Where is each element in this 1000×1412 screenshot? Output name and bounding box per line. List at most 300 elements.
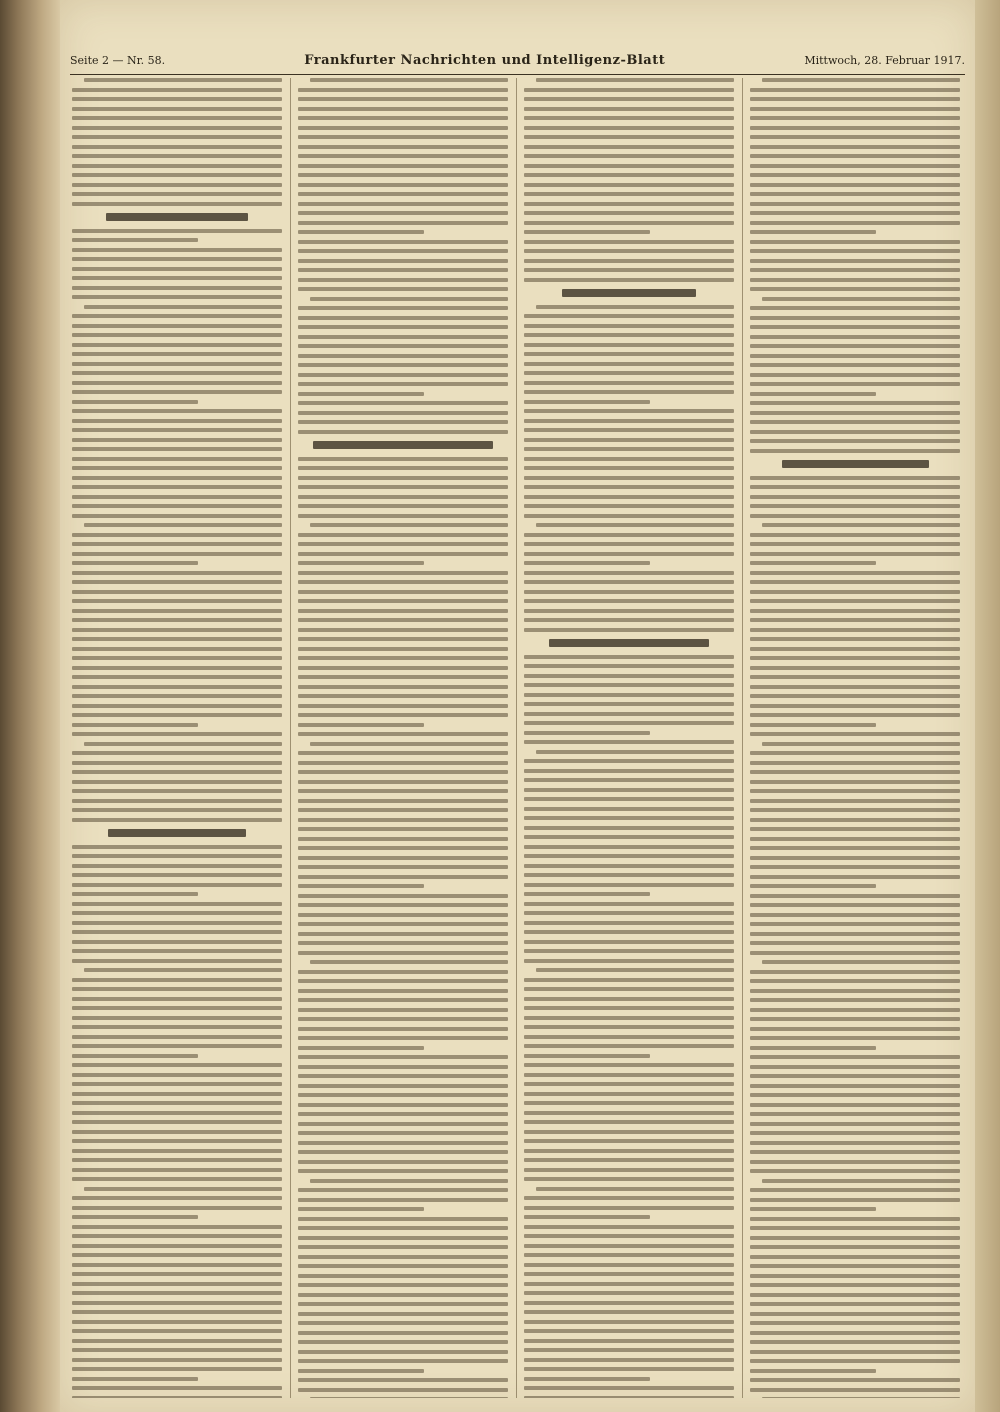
text-line [524, 1396, 734, 1399]
text-line [524, 759, 734, 763]
text-column-2 [298, 78, 508, 1398]
text-line [524, 390, 734, 394]
text-line [72, 854, 282, 858]
text-line [524, 240, 734, 244]
text-line [72, 647, 282, 651]
text-line [750, 1378, 960, 1382]
text-line [750, 1198, 960, 1202]
text-line [524, 1168, 734, 1172]
text-line [298, 514, 508, 518]
text-line [298, 951, 508, 955]
text-line [750, 846, 960, 850]
text-line [298, 751, 508, 755]
text-line [72, 1035, 282, 1039]
text-line [750, 259, 960, 263]
text-line [524, 352, 734, 356]
text-line [72, 1177, 282, 1181]
text-line [524, 883, 734, 887]
text-line [72, 732, 282, 736]
text-line [298, 476, 508, 480]
text-line [72, 1016, 282, 1020]
text-line [298, 903, 508, 907]
text-line [750, 1302, 960, 1306]
text-line [524, 721, 734, 725]
text-line [524, 978, 734, 982]
text-line [298, 666, 508, 670]
text-line [298, 542, 508, 546]
text-line [72, 571, 282, 575]
text-line [524, 1234, 734, 1238]
section-heading [782, 460, 929, 468]
text-line [72, 1196, 282, 1200]
text-line [524, 1263, 734, 1267]
text-line [72, 1225, 282, 1229]
text-line [298, 1340, 508, 1344]
text-line [750, 1359, 960, 1363]
text-line [298, 884, 424, 888]
text-line [72, 1377, 198, 1381]
column-rule [516, 78, 517, 1398]
text-line [750, 628, 960, 632]
text-line [298, 202, 508, 206]
text-line [72, 88, 282, 92]
text-line [298, 1103, 508, 1107]
text-line [524, 1215, 650, 1219]
book-binding [0, 0, 60, 1412]
text-line [750, 88, 960, 92]
text-line [298, 1169, 508, 1173]
text-line [750, 107, 960, 111]
text-line [298, 240, 508, 244]
issue-date: Mittwoch, 28. Februar 1917. [804, 53, 965, 67]
text-line [298, 1245, 508, 1249]
text-line [72, 428, 282, 432]
text-line [298, 1378, 508, 1382]
text-line [298, 154, 508, 158]
text-line [524, 249, 734, 253]
text-line [750, 561, 876, 565]
text-line [750, 913, 960, 917]
text-line [72, 1139, 282, 1143]
text-line [298, 230, 424, 234]
text-line [750, 685, 960, 689]
text-line [72, 1044, 282, 1048]
text-line [310, 960, 508, 964]
text-line [72, 599, 282, 603]
text-line [72, 1367, 282, 1371]
text-line [762, 1397, 960, 1398]
text-line [524, 278, 734, 282]
text-line [298, 875, 508, 879]
text-line [72, 286, 282, 290]
text-line [298, 704, 508, 708]
text-line [524, 192, 734, 196]
text-line [524, 769, 734, 773]
section-heading [106, 213, 249, 221]
text-line [750, 316, 960, 320]
text-line [750, 979, 960, 983]
text-line [750, 221, 960, 225]
text-line [524, 1358, 734, 1362]
text-line [72, 1234, 282, 1238]
text-line [750, 723, 876, 727]
text-line [298, 647, 508, 651]
text-line [762, 297, 960, 301]
text-line [298, 761, 508, 765]
text-line [72, 628, 282, 632]
text-line [524, 457, 734, 461]
text-line [524, 514, 734, 518]
text-line [298, 856, 508, 860]
text-line [298, 126, 508, 130]
text-line [524, 997, 734, 1001]
text-line [72, 552, 282, 556]
text-line [524, 921, 734, 925]
text-line [298, 628, 508, 632]
text-line [750, 1188, 960, 1192]
text-line [298, 1008, 508, 1012]
text-line [72, 276, 282, 280]
text-line [298, 713, 508, 717]
text-line [72, 902, 282, 906]
text-line [524, 126, 734, 130]
text-line [72, 694, 282, 698]
text-line [750, 837, 960, 841]
text-line [298, 723, 424, 727]
text-line [524, 485, 734, 489]
text-line [72, 1301, 282, 1305]
text-line [750, 476, 960, 480]
text-line [750, 590, 960, 594]
text-line [298, 1198, 508, 1202]
text-line [524, 419, 734, 423]
text-line [524, 683, 734, 687]
text-line [72, 1082, 282, 1086]
text-line [72, 1358, 282, 1362]
text-line [72, 1396, 282, 1399]
text-line [298, 192, 508, 196]
text-line [72, 495, 282, 499]
text-line [298, 1084, 508, 1088]
text-line [72, 381, 282, 385]
text-line [72, 959, 282, 963]
text-line [72, 485, 282, 489]
text-line [72, 173, 282, 177]
text-line [750, 1008, 960, 1012]
text-line [298, 1160, 508, 1164]
text-line [72, 248, 282, 252]
text-line [298, 392, 424, 396]
text-line [72, 637, 282, 641]
text-line [298, 211, 508, 215]
text-line [72, 1073, 282, 1077]
text-line [536, 305, 734, 309]
text-line [524, 447, 734, 451]
masthead [70, 50, 965, 75]
text-line [524, 864, 734, 868]
text-line [298, 1255, 508, 1259]
text-line [524, 1291, 734, 1295]
text-line [750, 287, 960, 291]
text-line [750, 922, 960, 926]
text-line [524, 845, 734, 849]
text-line [750, 951, 960, 955]
text-line [524, 628, 734, 632]
text-line [524, 1101, 734, 1105]
text-line [72, 1101, 282, 1105]
text-line [72, 921, 282, 925]
text-line [298, 420, 508, 424]
text-line [750, 1046, 876, 1050]
text-line [298, 922, 508, 926]
text-line [750, 485, 960, 489]
text-line [750, 1236, 960, 1240]
text-line [298, 116, 508, 120]
text-line [524, 1006, 734, 1010]
text-line [750, 240, 960, 244]
text-line [750, 430, 960, 434]
text-line [750, 344, 960, 348]
text-line [72, 1006, 282, 1010]
text-line [72, 1168, 282, 1172]
text-line [750, 1331, 960, 1335]
text-line [524, 1339, 734, 1343]
text-line [524, 135, 734, 139]
text-line [524, 987, 734, 991]
text-line [524, 674, 734, 678]
text-line [298, 335, 508, 339]
text-line [750, 552, 960, 556]
text-line [750, 373, 960, 377]
text-line [750, 713, 960, 717]
text-line [524, 1367, 734, 1371]
text-line [72, 514, 282, 518]
text-line [72, 704, 282, 708]
text-line [524, 1158, 734, 1162]
text-line [72, 164, 282, 168]
text-line [750, 495, 960, 499]
text-line [298, 894, 508, 898]
text-line [524, 438, 734, 442]
text-line [750, 1169, 960, 1173]
text-line [524, 940, 734, 944]
text-line [72, 97, 282, 101]
text-line [750, 808, 960, 812]
text-line [72, 864, 282, 868]
text-line [72, 1253, 282, 1257]
text-line [750, 1141, 960, 1145]
text-line [524, 1082, 734, 1086]
text-line [72, 1215, 198, 1219]
text-line [310, 78, 508, 82]
text-line [298, 732, 508, 736]
text-line [750, 1122, 960, 1126]
text-line [750, 1093, 960, 1097]
text-line [298, 1055, 508, 1059]
text-line [750, 1274, 960, 1278]
text-line [72, 238, 198, 242]
text-line [750, 1340, 960, 1344]
text-line [298, 552, 508, 556]
text-line [298, 466, 508, 470]
text-line [750, 998, 960, 1002]
text-line [298, 580, 508, 584]
text-line [524, 807, 734, 811]
text-line [72, 978, 282, 982]
text-line [72, 770, 282, 774]
text-line [524, 740, 734, 744]
text-line [750, 647, 960, 651]
text-line [298, 561, 424, 565]
text-line [298, 268, 508, 272]
text-line [72, 940, 282, 944]
text-line [524, 154, 734, 158]
text-line [298, 1046, 424, 1050]
text-line [298, 1302, 508, 1306]
text-line [536, 1187, 734, 1191]
text-line [524, 1139, 734, 1143]
column-rule [742, 78, 743, 1398]
text-line [298, 1131, 508, 1135]
text-line [72, 1206, 282, 1210]
text-line [524, 97, 734, 101]
text-line [72, 723, 198, 727]
text-line [750, 875, 960, 879]
text-line [298, 1321, 508, 1325]
text-line [750, 989, 960, 993]
text-line [72, 713, 282, 717]
text-line [72, 873, 282, 877]
text-line [524, 1073, 734, 1077]
text-line [750, 694, 960, 698]
text-line [298, 1188, 508, 1192]
text-line [298, 430, 508, 434]
section-heading [313, 441, 494, 449]
text-line [750, 504, 960, 508]
text-line [72, 192, 282, 196]
text-line [524, 164, 734, 168]
text-line [524, 268, 734, 272]
text-line [750, 599, 960, 603]
text-line [524, 778, 734, 782]
text-line [72, 1291, 282, 1295]
text-line [750, 856, 960, 860]
text-line [524, 533, 734, 537]
text-line [524, 1348, 734, 1352]
text-line [310, 1397, 508, 1398]
text-line [72, 126, 282, 130]
text-line [298, 970, 508, 974]
text-line [72, 1130, 282, 1134]
text-line [750, 780, 960, 784]
text-line [298, 818, 508, 822]
text-line [298, 770, 508, 774]
text-line [750, 1369, 876, 1373]
text-line [750, 192, 960, 196]
text-line [750, 392, 876, 396]
text-line [750, 97, 960, 101]
text-line [750, 183, 960, 187]
text-column-1 [72, 78, 282, 1398]
text-line [310, 523, 508, 527]
section-heading [108, 829, 247, 837]
text-line [298, 846, 508, 850]
text-line [524, 702, 734, 706]
text-line [72, 1263, 282, 1267]
text-line [72, 314, 282, 318]
text-line [750, 230, 876, 234]
text-line [72, 1054, 198, 1058]
text-line [750, 116, 960, 120]
text-line [72, 930, 282, 934]
text-line [72, 892, 198, 896]
text-line [750, 1150, 960, 1154]
text-line [524, 1253, 734, 1257]
text-line [750, 970, 960, 974]
text-line [72, 590, 282, 594]
text-line [72, 183, 282, 187]
text-line [524, 400, 650, 404]
text-line [298, 485, 508, 489]
text-line [750, 1245, 960, 1249]
text-line [750, 884, 876, 888]
text-line [310, 742, 508, 746]
text-line [72, 1386, 282, 1390]
text-line [524, 476, 734, 480]
text-line [524, 183, 734, 187]
text-line [524, 116, 734, 120]
text-line [72, 609, 282, 613]
text-line [298, 88, 508, 92]
text-line [524, 731, 650, 735]
text-line [72, 761, 282, 765]
text-line [72, 1120, 282, 1124]
text-line [750, 580, 960, 584]
text-line [524, 892, 650, 896]
text-line [750, 789, 960, 793]
text-line [72, 949, 282, 953]
text-line [750, 363, 960, 367]
text-column-4 [750, 78, 960, 1398]
text-line [750, 533, 960, 537]
text-line [524, 1206, 734, 1210]
text-line [72, 116, 282, 120]
text-line [524, 1377, 650, 1381]
text-line [298, 1293, 508, 1297]
text-line [750, 770, 960, 774]
text-line [72, 419, 282, 423]
text-line [72, 1063, 282, 1067]
text-line [298, 1207, 424, 1211]
text-line [72, 457, 282, 461]
text-line [298, 259, 508, 263]
text-line [524, 1063, 734, 1067]
text-line [72, 1025, 282, 1029]
text-line [298, 145, 508, 149]
text-line [524, 1177, 734, 1181]
text-line [298, 1017, 508, 1021]
text-line [762, 742, 960, 746]
text-line [750, 278, 960, 282]
text-line [524, 1149, 734, 1153]
text-line [524, 590, 734, 594]
text-line [750, 1283, 960, 1287]
text-line [750, 1036, 960, 1040]
text-line [750, 1055, 960, 1059]
text-line [524, 362, 734, 366]
text-line [750, 325, 960, 329]
text-line [750, 164, 960, 168]
